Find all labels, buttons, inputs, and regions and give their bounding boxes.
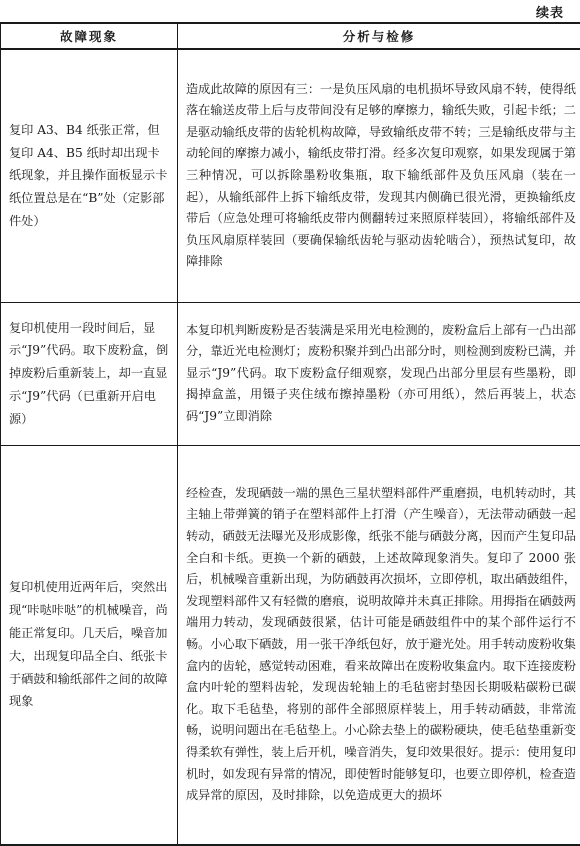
continued-label: 续表 (536, 2, 564, 21)
symptom-cell (1, 302, 178, 445)
analysis-cell (178, 49, 580, 302)
header-symptom: 故障现象 (1, 23, 178, 49)
table-row (1, 445, 580, 845)
symptom-cell (1, 49, 178, 302)
analysis-text: 造成此故障的原因有三：一是负压风扇的电机损坏导致风扇不转，使得纸落在输送皮带上后与皮带间没有足够的摩擦力，输纸失败，引起卡纸；二是驱动输纸皮带的齿轮机构故障，导致输纸皮带不转；三是输纸皮带与主动轮间的摩擦力减小，输纸皮带打滑。经多次复印观察，如果发现属于第三种情况，可以拆除墨粉收集瓶，取下输纸部件及负压风扇（装在一起），从输纸部件上拆下输纸皮带，发现其内侧确已很光滑，更换输纸皮带后（应急处理可将输纸皮带内侧翻转过来照原样装回），将输纸部件及负压风扇原样装回（要确保输纸齿轮与驱动齿轮啮合），预热试复印，故障排除 (186, 79, 576, 273)
table-row (1, 49, 580, 302)
table-row (1, 302, 580, 445)
symptom-text: 复印机使用一段时间后，显示“J9”代码。取下废粉盒，倒掉废粉后重新装上，却一直显示“J9”代码（已重新开启电源） (9, 317, 171, 431)
fault-table (0, 22, 580, 846)
symptom-text: 复印 A3、B4 纸张正常，但复印 A4、B5 纸时却出现卡纸现象，并且操作面板显示卡纸位置总是在“B”处（定影部件处） (9, 119, 171, 233)
analysis-text: 本复印机判断废粉是否装满是采用光电检测的，废粉盒后上部有一凸出部分，靠近光电检测灯；废粉积聚并到凸出部分时，则检测到废粉已满，并显示“J9”代码。取下废粉盒仔细观察，发现凸出部分里层有些墨粉，即揭掉盒盖，用镊子夹住绒布擦掉墨粉（亦可用纸），然后再装上，状态码“J9”立即消除 (186, 320, 576, 428)
table-header (1, 23, 580, 49)
analysis-cell (178, 302, 580, 445)
header-row (1, 23, 580, 49)
analysis-cell (178, 445, 580, 845)
header-analysis: 分析与检修 (178, 23, 580, 49)
symptom-text: 复印机使用近两年后，突然出现“咔哒咔哒”的机械噪音，尚能正常复印。几天后，噪音加大，出现复印品全白、纸张卡于硒鼓和输纸部件之间的故障现象 (9, 576, 171, 713)
analysis-text: 经检查，发现硒鼓一端的黑色三星状塑料部件严重磨损，电机转动时，其主轴上带弹簧的销子在塑料部件上打滑（产生噪音），无法带动硒鼓一起转动，硒鼓无法曝光及形成影像，纸张不能与硒鼓分离，因而产生复印品全白和卡纸。更换一个新的硒鼓，上述故障现象消失。复印了 2000 张后，机械噪音重新出现，为防硒鼓再次损坏，立即停机，取出硒鼓组件，发现塑料部件又有轻微的磨痕，说明故障并未真正排除。用拇指在硒鼓两端用力转动，发现硒鼓很紧，估计可能是硒鼓组件中的某个部件运行不畅。小心取下硒鼓，用一张干净纸包好，放于避光处。用手转动废粉收集盒内的齿轮，感觉转动困难，看来故障出在废粉收集盒内。取下连接废粉盒内叶轮的塑料齿轮，发现齿轮轴上的毛毡密封垫因长期吸粘碳粉已碳化。取下毛毡垫，将别的部件全部照原样装上，用手转动硒鼓，非常流畅，说明问题出在毛毡垫上。小心除去垫上的碳粉硬块，使毛毡垫重新变得柔软有弹性，装上后开机，噪音消失，复印效果很好。提示：使用复印机时，如发现有异常的情况，即使暂时能够复印，也要立即停机，检查造成异常的原因，及时排除，以免造成更大的损坏 (186, 483, 576, 807)
symptom-cell (1, 445, 178, 845)
